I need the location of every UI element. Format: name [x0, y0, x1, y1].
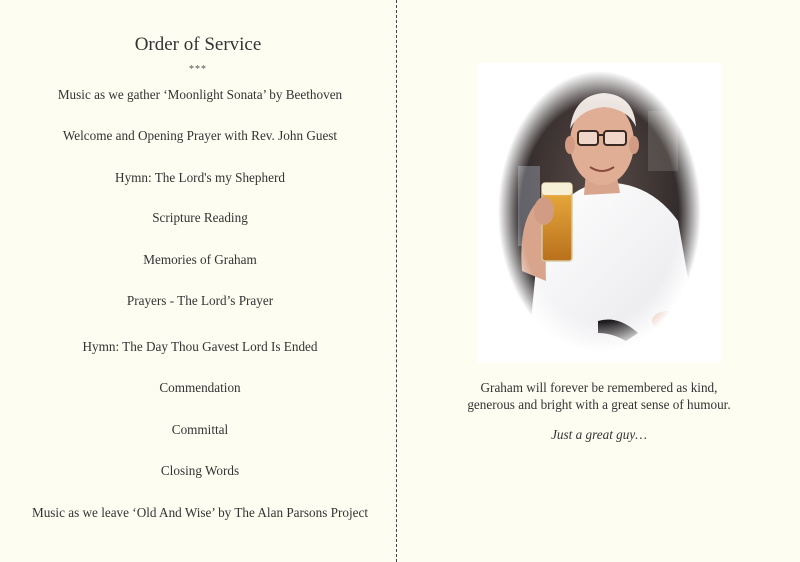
service-item-prayers: Prayers - The Lord’s Prayer: [126, 293, 274, 308]
service-item-closing-words: Closing Words: [160, 463, 240, 478]
service-item-welcome: Welcome and Opening Prayer with Rev. John Guest: [62, 128, 338, 143]
fold-line: [396, 0, 397, 562]
tribute-tagline: Just a great guy…: [551, 427, 647, 442]
service-item-committal: Committal: [171, 422, 229, 437]
service-item-commendation: Commendation: [159, 380, 241, 395]
service-item-gathering-music: Music as we gather ‘Moonlight Sonata’ by Beethoven: [57, 87, 343, 102]
tribute-caption: [398, 379, 800, 413]
tribute-caption-line-2: generous and bright with a great sense of humour.: [467, 397, 731, 412]
service-item-leaving-music: Music as we leave ‘Old And Wise’ by The Alan Parsons Project: [31, 505, 369, 520]
tribute-caption-line-1: Graham will forever be remembered as kind,: [480, 380, 718, 395]
portrait-illustration: [498, 71, 701, 353]
order-of-service-page: [0, 0, 396, 562]
service-item-hymn-1: Hymn: The Lord's my Shepherd: [115, 170, 285, 185]
service-item-hymn-2: Hymn: The Day Thou Gavest Lord Is Ended: [82, 339, 318, 354]
memorial-photo: [498, 71, 701, 353]
tribute-page: [398, 0, 800, 562]
service-item-scripture: Scripture Reading: [152, 210, 248, 225]
service-item-memories: Memories of Graham: [143, 252, 257, 267]
title-divider: ***: [189, 64, 207, 75]
page-title: Order of Service: [134, 34, 262, 55]
memorial-photo-frame: [478, 63, 721, 363]
